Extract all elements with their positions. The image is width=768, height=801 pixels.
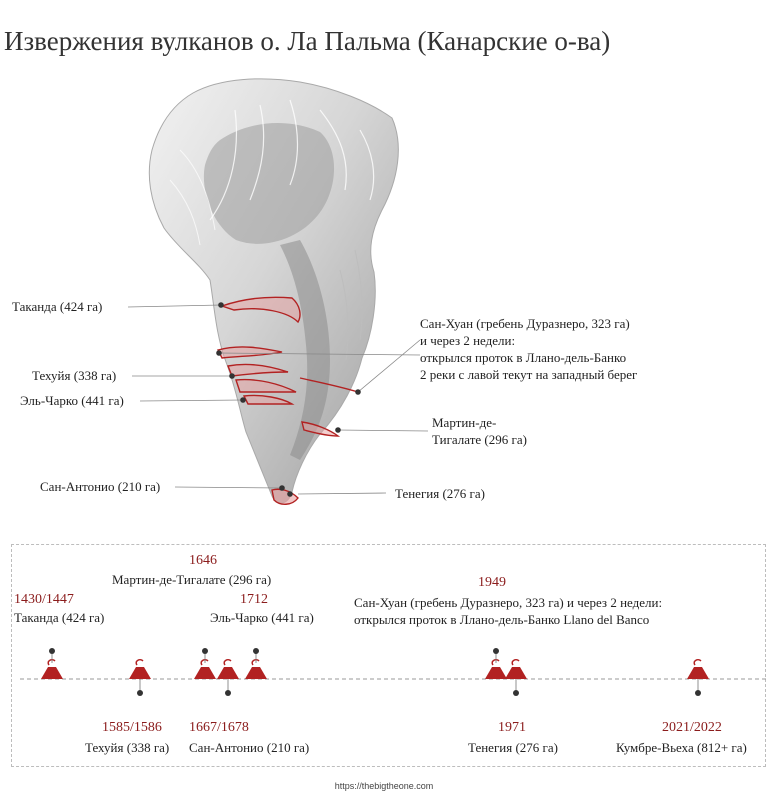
volcano-icon-teneguia	[505, 660, 527, 696]
page-title: Извержения вулканов о. Ла Пальма (Канарские о-ва)	[4, 26, 611, 56]
label-tigalate	[432, 414, 527, 448]
year-1667: 1667/1678	[189, 720, 249, 735]
event-tehuya: Техуйя (338 га)	[85, 740, 170, 755]
label-san-juan-line4: 2 реки с лавой текут на западный берег	[420, 367, 638, 382]
year-1971: 1971	[498, 720, 526, 735]
label-teneguia: Тенегия (276 га)	[395, 486, 485, 501]
marker-takanda	[218, 302, 224, 308]
event-teneguia: Тенегия (276 га)	[468, 740, 558, 755]
marker-san-juan-west	[216, 350, 222, 356]
volcano-icon-san-juan	[485, 648, 507, 679]
label-takanda: Таканда (424 га)	[12, 299, 103, 314]
label-san-juan-line1: Сан-Хуан (гребень Дуразнеро, 323 га)	[420, 316, 630, 331]
label-san-juan-line2: и через 2 недели:	[420, 333, 516, 348]
year-1712: 1712	[240, 592, 268, 607]
year-1585: 1585/1586	[102, 720, 162, 735]
volcano-icon-charko	[245, 648, 267, 679]
event-charko: Эль-Чарко (441 га)	[210, 610, 314, 625]
year-1430: 1430/1447	[14, 592, 74, 607]
volcano-icon-tigalate	[194, 648, 216, 679]
volcano-icon-san-antonio	[217, 660, 239, 696]
event-cumbre-vieja: Кумбре-Вьеха (812+ га)	[616, 740, 747, 755]
volcano-icon-tehuya	[129, 660, 151, 696]
year-1646: 1646	[189, 553, 217, 568]
marker-san-juan-east	[355, 389, 361, 395]
event-san-juan-line2: открылся проток в Ллано-дель-Банко Llano del Banco	[354, 612, 650, 627]
volcano-icon-cumbre-vieja	[687, 660, 709, 696]
label-tigalate-line2: Тигалате (296 га)	[432, 432, 527, 447]
marker-tigalate	[335, 427, 341, 433]
event-san-juan: Сан-Хуан (гребень Дуразнеро, 323 га) и через 2 недели:	[354, 595, 663, 610]
label-san-antonio: Сан-Антонио (210 га)	[40, 479, 161, 494]
year-1949: 1949	[478, 575, 506, 590]
event-takanda: Таканда (424 га)	[14, 610, 105, 625]
marker-teneguia	[287, 491, 293, 497]
year-2021: 2021/2022	[662, 720, 722, 735]
label-san-juan-line3: открылся проток в Ллано-дель-Банко	[420, 350, 627, 365]
label-san-juan	[420, 315, 637, 383]
marker-tehuya	[229, 373, 235, 379]
event-san-antonio: Сан-Антонио (210 га)	[189, 740, 310, 755]
label-charko: Эль-Чарко (441 га)	[20, 393, 124, 408]
label-tehuya: Техуйя (338 га)	[32, 368, 117, 383]
marker-charko	[240, 397, 246, 403]
source-credit: https://thebigtheone.com	[334, 781, 434, 791]
marker-san-antonio	[279, 485, 285, 491]
label-tigalate-line1: Мартин-де-	[432, 415, 497, 430]
volcano-icon-takanda	[41, 648, 63, 679]
event-tigalate: Мартин-де-Тигалате (296 га)	[112, 572, 272, 587]
